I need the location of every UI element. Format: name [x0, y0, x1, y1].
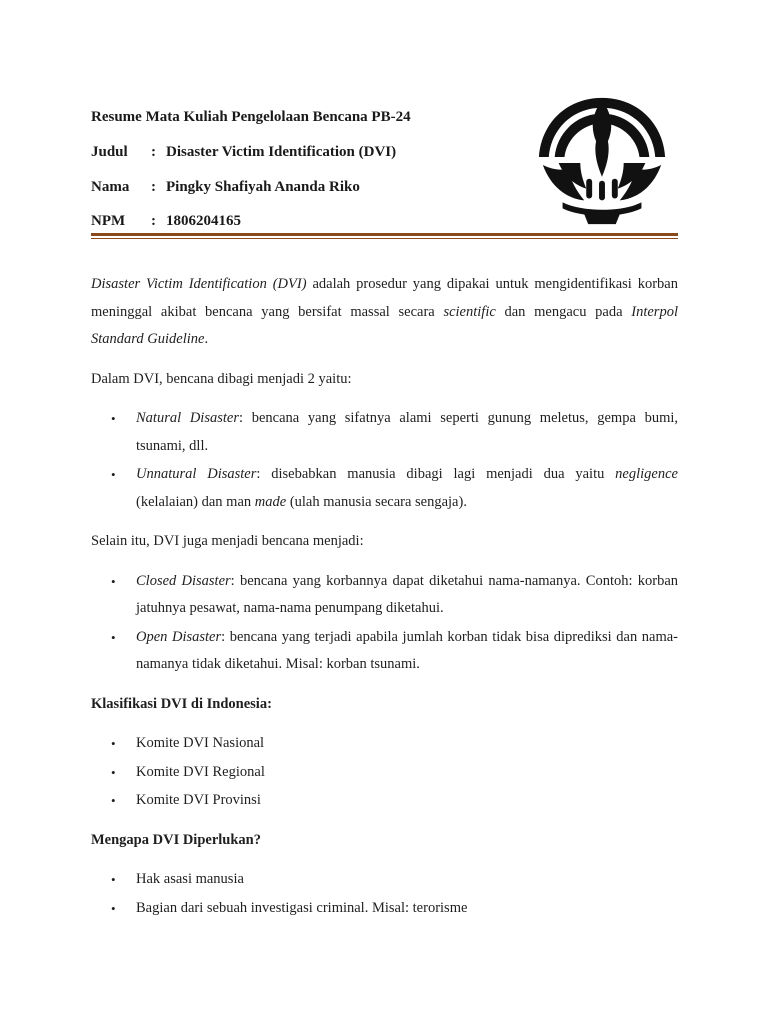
university-emblem-icon — [533, 92, 671, 230]
klasifikasi-list — [91, 730, 678, 815]
list-term: Closed Disaster — [136, 572, 231, 589]
intro-text: dan mengacu pada — [495, 303, 632, 320]
colon: : — [230, 572, 235, 589]
disaster-category-list — [91, 568, 678, 679]
guideline-term: Interpol Standard Guideline — [91, 303, 678, 347]
bullet-icon: • — [111, 764, 116, 780]
list-text: bencana yang sifatnya alami seperti gunung meletus, gempa bumi, tsunami, dll. — [136, 410, 679, 454]
list-text: Bagian dari sebuah investigasi criminal. Misal: terorisme — [136, 899, 468, 916]
bullet-icon: • — [111, 793, 116, 808]
header-label: NPM — [91, 213, 126, 229]
bullet-icon: • — [111, 629, 116, 645]
paragraph: Dalam DVI, bencana dibagi menjadi 2 yaitu: — [91, 370, 352, 387]
list-item — [91, 866, 678, 894]
list-text: Komite DVI Nasional — [136, 735, 265, 751]
bullet-icon: • — [111, 573, 116, 589]
colon: : — [221, 628, 226, 645]
header-label: Nama — [91, 179, 130, 195]
paragraph: Selain itu, DVI juga menjadi bencana menjadi: — [91, 533, 364, 549]
bullet-icon: • — [111, 467, 116, 482]
header-separator: : — [151, 179, 156, 195]
list-text: Komite DVI Provinsi — [136, 792, 261, 808]
intro-paragraph — [91, 271, 678, 354]
list-text: Komite DVI Regional — [136, 763, 265, 780]
list-item — [91, 624, 678, 679]
bullet-icon: • — [111, 411, 116, 426]
header-value: Pingky Shafiyah Ananda Riko — [166, 179, 360, 195]
list-text: Hak asasi manusia — [136, 871, 244, 887]
list-item — [91, 730, 678, 758]
header-row-npm — [91, 213, 241, 230]
document-body — [91, 271, 678, 934]
intro-end: . — [204, 331, 209, 347]
list-item — [91, 405, 678, 460]
intro-text: adalah prosedur yang dipakai untuk mengidentifikasi korban meninggal akibat bencana yang bersifat massal secara — [91, 276, 678, 320]
colon: : — [238, 410, 243, 426]
dvi-term: Disaster Victim Identification (DVI) — [91, 276, 307, 292]
list-item — [91, 568, 678, 623]
made-term: made — [254, 493, 287, 510]
header-rule-thin — [91, 238, 678, 239]
header-label: Judul — [91, 144, 128, 160]
scientific-term: scientific — [443, 303, 496, 320]
disaster-type-list — [91, 405, 678, 516]
header-row-judul — [91, 144, 396, 161]
list-term: Unnatural Disaster — [136, 466, 257, 482]
header-separator: : — [151, 213, 156, 229]
header-value: Disaster Victim Identification (DVI) — [166, 144, 397, 160]
list-item — [91, 895, 678, 923]
mengapa-list — [91, 866, 678, 922]
list-item — [91, 787, 678, 815]
list-text: disebabkan manusia dibagi lagi menjadi dua yaitu — [260, 466, 616, 482]
list-text: (ulah manusia secara sengaja). — [286, 493, 467, 510]
list-text: bencana yang korbannya dapat diketahui nama-namanya. Contoh: korban jatuhnya pesawat, nama-nama penumpang diketahui. — [136, 572, 679, 616]
bullet-icon: • — [111, 872, 116, 887]
list-term: Natural Disaster — [136, 410, 239, 426]
section-heading-klasifikasi: Klasifikasi DVI di Indonesia: — [91, 695, 272, 712]
list-item — [91, 461, 678, 516]
list-item — [91, 759, 678, 787]
document-title: Resume Mata Kuliah Pengelolaan Bencana PB-24 — [91, 109, 411, 125]
list-term: Open Disaster — [136, 628, 222, 645]
negligence-term: negligence — [615, 466, 678, 482]
colon: : — [256, 466, 261, 482]
header-separator: : — [151, 144, 156, 160]
bullet-icon: • — [111, 900, 116, 916]
header-value: 1806204165 — [166, 213, 241, 229]
list-text: (kelalaian) dan man — [136, 493, 255, 510]
list-text: bencana yang terjadi apabila jumlah korban tidak bisa diprediksi dan nama-namanya tidak diketahui. Misal: korban tsunami. — [136, 628, 678, 672]
header-rule-thick — [91, 233, 678, 236]
header-row-nama — [91, 179, 360, 196]
section-heading-mengapa: Mengapa DVI Diperlukan? — [91, 831, 261, 848]
bullet-icon: • — [111, 736, 116, 751]
